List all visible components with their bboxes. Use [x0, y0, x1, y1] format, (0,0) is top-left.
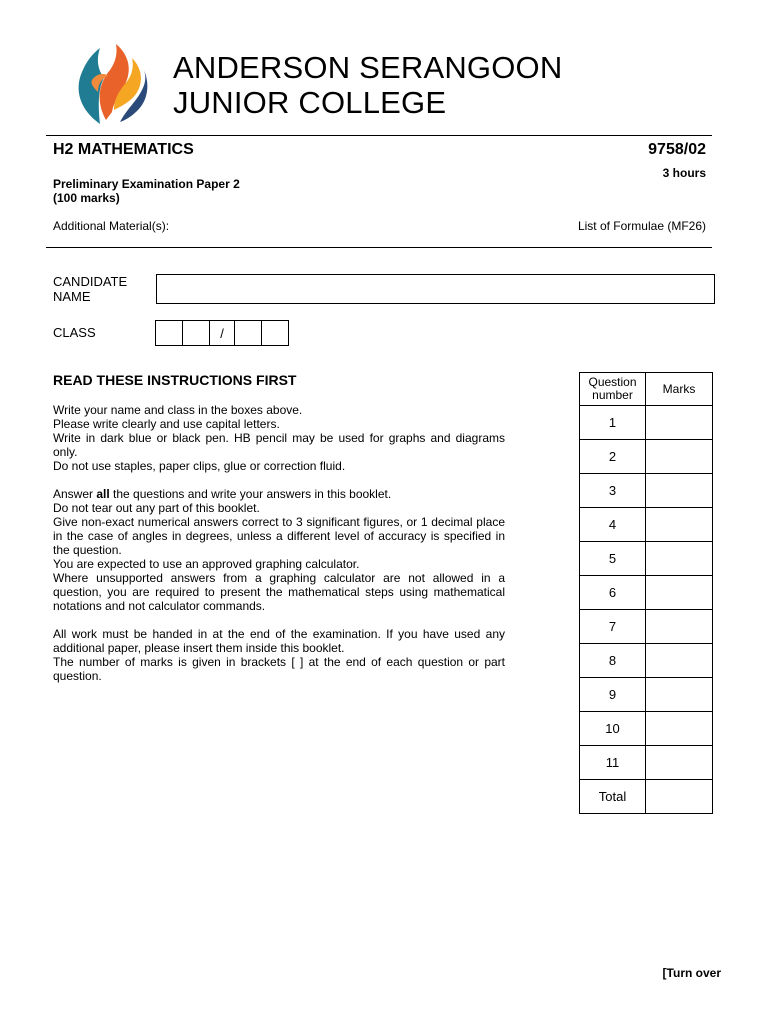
instruction-line: Do not use staples, paper clips, glue or correction fluid.: [53, 459, 346, 473]
instruction-line: Write in dark blue or black pen. HB pencil may be used for graphs and diagrams only.: [53, 431, 505, 459]
table-row: [580, 610, 713, 644]
question-number-cell: 3: [580, 474, 646, 508]
question-number-cell: 4: [580, 508, 646, 542]
class-box-4[interactable]: [261, 320, 289, 346]
class-field: [155, 320, 289, 346]
question-number-cell: 8: [580, 644, 646, 678]
instruction-line: Write your name and class in the boxes above.: [53, 403, 303, 417]
paper-code: 9758/02: [648, 141, 706, 158]
question-number-cell: 2: [580, 440, 646, 474]
question-header-line-2: number: [592, 388, 633, 402]
candidate-name-label: [53, 274, 127, 304]
table-row: [580, 644, 713, 678]
additional-materials-value: List of Formulae (MF26): [577, 219, 706, 233]
candidate-name-field[interactable]: [156, 274, 715, 304]
college-name-line-2: JUNIOR COLLEGE: [173, 85, 447, 120]
candidate-name-label-line-2: NAME: [53, 289, 91, 304]
answer-pre: Answer: [53, 487, 97, 501]
instructions-title: READ THESE INSTRUCTIONS FIRST: [53, 372, 297, 388]
answer-post: the questions and write your answers in this booklet.: [109, 487, 392, 501]
table-row: [580, 406, 713, 440]
marks-cell[interactable]: [646, 508, 713, 542]
subject-title: H2 MATHEMATICS: [53, 141, 194, 158]
question-number-cell: 9: [580, 678, 646, 712]
instruction-line: Give non-exact numerical answers correct to 3 significant figures, or 1 decimal place in the case of angles in degrees, unless a different level of accuracy is specified in the question.: [53, 515, 505, 557]
table-row: [580, 440, 713, 474]
marks-cell[interactable]: [646, 780, 713, 814]
college-logo-icon: [70, 40, 150, 126]
marks-table-header: [580, 373, 713, 406]
paper-title: Preliminary Examination Paper 2: [53, 177, 240, 191]
class-label: CLASS: [53, 325, 96, 340]
college-name: [173, 50, 562, 120]
instruction-line: Do not tear out any part of this booklet.: [53, 501, 260, 515]
question-number-cell: 11: [580, 746, 646, 780]
marks-cell[interactable]: [646, 440, 713, 474]
table-row: [580, 746, 713, 780]
table-row: [580, 712, 713, 746]
divider-middle: [46, 247, 712, 248]
marks-header: Marks: [646, 373, 713, 406]
question-number-header: [580, 373, 646, 406]
instruction-line: Please write clearly and use capital letters.: [53, 417, 280, 431]
table-row: [580, 542, 713, 576]
question-number-cell: 10: [580, 712, 646, 746]
college-name-line-1: ANDERSON SERANGOON: [173, 50, 563, 85]
question-number-cell: 5: [580, 542, 646, 576]
class-box-2[interactable]: [182, 320, 210, 346]
marks-table: [579, 372, 713, 814]
paper-marks: (100 marks): [53, 191, 120, 205]
additional-materials-label: Additional Material(s):: [53, 219, 170, 233]
marks-cell[interactable]: [646, 542, 713, 576]
answer-all-bold: all: [96, 487, 110, 501]
table-row: [580, 508, 713, 542]
instruction-line: The number of marks is given in brackets [ ] at the end of each question or part question.: [53, 655, 505, 683]
marks-cell[interactable]: [646, 610, 713, 644]
instruction-line-answer: [53, 487, 505, 501]
table-row: [580, 678, 713, 712]
marks-cell[interactable]: [646, 712, 713, 746]
question-number-cell: 1: [580, 406, 646, 440]
divider-top: [46, 135, 712, 136]
marks-cell[interactable]: [646, 576, 713, 610]
instructions-para-3: [53, 627, 505, 683]
logo-flame-outer: [79, 48, 104, 124]
question-number-cell: 7: [580, 610, 646, 644]
class-separator: /: [209, 320, 235, 346]
question-header-line-1: Question: [588, 375, 637, 389]
paper-info: [53, 177, 240, 205]
question-number-cell: 6: [580, 576, 646, 610]
table-row: [580, 576, 713, 610]
candidate-name-label-line-1: CANDIDATE: [53, 274, 128, 289]
exam-duration: 3 hours: [662, 166, 706, 180]
marks-cell[interactable]: [646, 746, 713, 780]
instructions-para-1: [53, 403, 505, 473]
marks-cell[interactable]: [646, 474, 713, 508]
instruction-line: Where unsupported answers from a graphing calculator are not allowed in a question, you are required to present the mathematical steps using mathematical notations and not calculator commands.: [53, 571, 505, 613]
table-row: [580, 474, 713, 508]
marks-cell[interactable]: [646, 406, 713, 440]
instructions-para-2: [53, 487, 505, 613]
instruction-line: All work must be handed in at the end of the examination. If you have used any additional paper, please insert them inside this booklet.: [53, 627, 505, 655]
table-row: [580, 780, 713, 814]
question-number-cell: Total: [580, 780, 646, 814]
marks-cell[interactable]: [646, 644, 713, 678]
instruction-line: You are expected to use an approved graphing calculator.: [53, 557, 360, 571]
turn-over-note: [Turn over: [662, 966, 721, 980]
marks-cell[interactable]: [646, 678, 713, 712]
class-box-3[interactable]: [234, 320, 262, 346]
class-box-1[interactable]: [155, 320, 183, 346]
